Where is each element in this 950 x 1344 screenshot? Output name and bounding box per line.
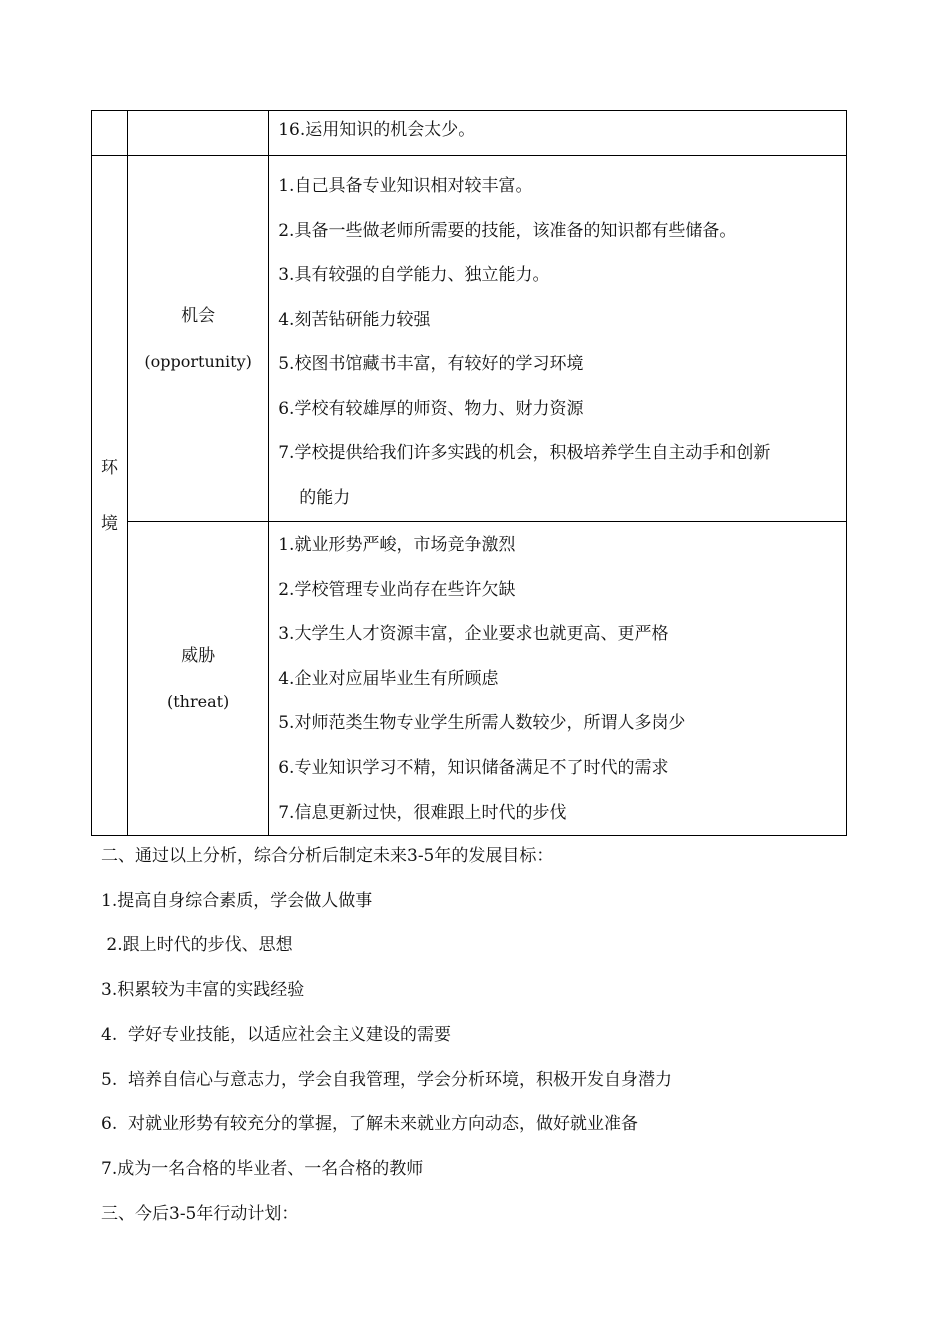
weakness-continuation-cell [269,111,847,156]
list-item: 6.专业知识学习不精，知识储备满足不了时代的需求 [278,757,669,778]
list-item: 1.就业形势严峻，市场竞争激烈 [278,535,516,555]
list-item: 3.具有较强的自学能力、独立能力。 [278,265,550,285]
threat-label-en: (threat) [166,691,230,711]
table-row [92,111,847,156]
goal-item: 4. 学好专业技能，以适应社会主义建设的需要 [101,1024,452,1045]
section-heading: 三、今后3-5年行动计划： [101,1203,299,1224]
list-item: 16.运用知识的机会太少。 [278,120,476,140]
goal-item: 3.积累较为丰富的实践经验 [101,980,305,1001]
opportunity-items-cell [269,156,847,522]
opportunity-label: 机会 [181,305,216,326]
opportunity-list [269,156,846,520]
goal-item: 6. 对就业形势有较充分的掌握，了解未来就业方向动态，做好就业准备 [101,1114,639,1135]
goal-item: 5. 培养自信心与意志力，学会自我管理，学会分析环境，积极开发自身潜力 [101,1069,673,1090]
list-item: 4.刻苦钻研能力较强 [278,309,431,330]
list-item: 5.校图书馆藏书丰富，有较好的学习环境 [278,354,584,374]
opportunity-label-cell [128,156,269,522]
threat-items-cell [269,522,847,836]
section-heading: 二、通过以上分析，综合分析后制定未来3-5年的发展目标： [101,846,554,866]
threat-list [269,522,846,835]
list-item-line: 7.学校提供给我们许多实践的机会，积极培养学生自主动手和创新 [278,443,771,463]
list-item: 2.具备一些做老师所需要的技能，该准备的知识都有些储备。 [278,220,737,241]
body-text [101,834,861,1236]
environment-label-char: 境 [101,513,119,534]
threat-label-cell [128,522,269,836]
list-item: 7.信息更新过快，很难跟上时代的步伐 [278,802,567,823]
goal-item: 1.提高自身综合素质，学会做人做事 [101,890,373,911]
empty-cell [92,111,128,156]
environment-label-cell [92,156,128,836]
table-row [92,156,847,522]
list-item: 2.学校管理专业尚存在些许欠缺 [278,579,516,600]
opportunity-label-en: (opportunity) [144,351,252,371]
table-row [92,522,847,836]
list-item: 3.大学生人才资源丰富，企业要求也就更高、更严格 [278,624,669,645]
goal-item: 7.成为一名合格的毕业者、一名合格的教师 [101,1158,424,1179]
list-item: 4.企业对应届毕业生有所顾虑 [278,668,499,689]
goal-item: 2.跟上时代的步伐、思想 [101,935,293,956]
list-item: 6.学校有较雄厚的师资、物力、财力资源 [278,398,584,419]
swot-table [91,110,847,836]
list-item: 5.对师范类生物专业学生所需人数较少，所谓人多岗少 [278,713,686,734]
empty-cell [128,111,269,156]
list-item [278,431,838,520]
weakness-list [269,111,846,149]
threat-label: 威胁 [181,645,216,666]
environment-label-char: 环 [101,457,119,478]
list-item-line: 的能力 [299,487,351,508]
list-item: 1.自己具备专业知识相对较丰富。 [278,176,533,196]
